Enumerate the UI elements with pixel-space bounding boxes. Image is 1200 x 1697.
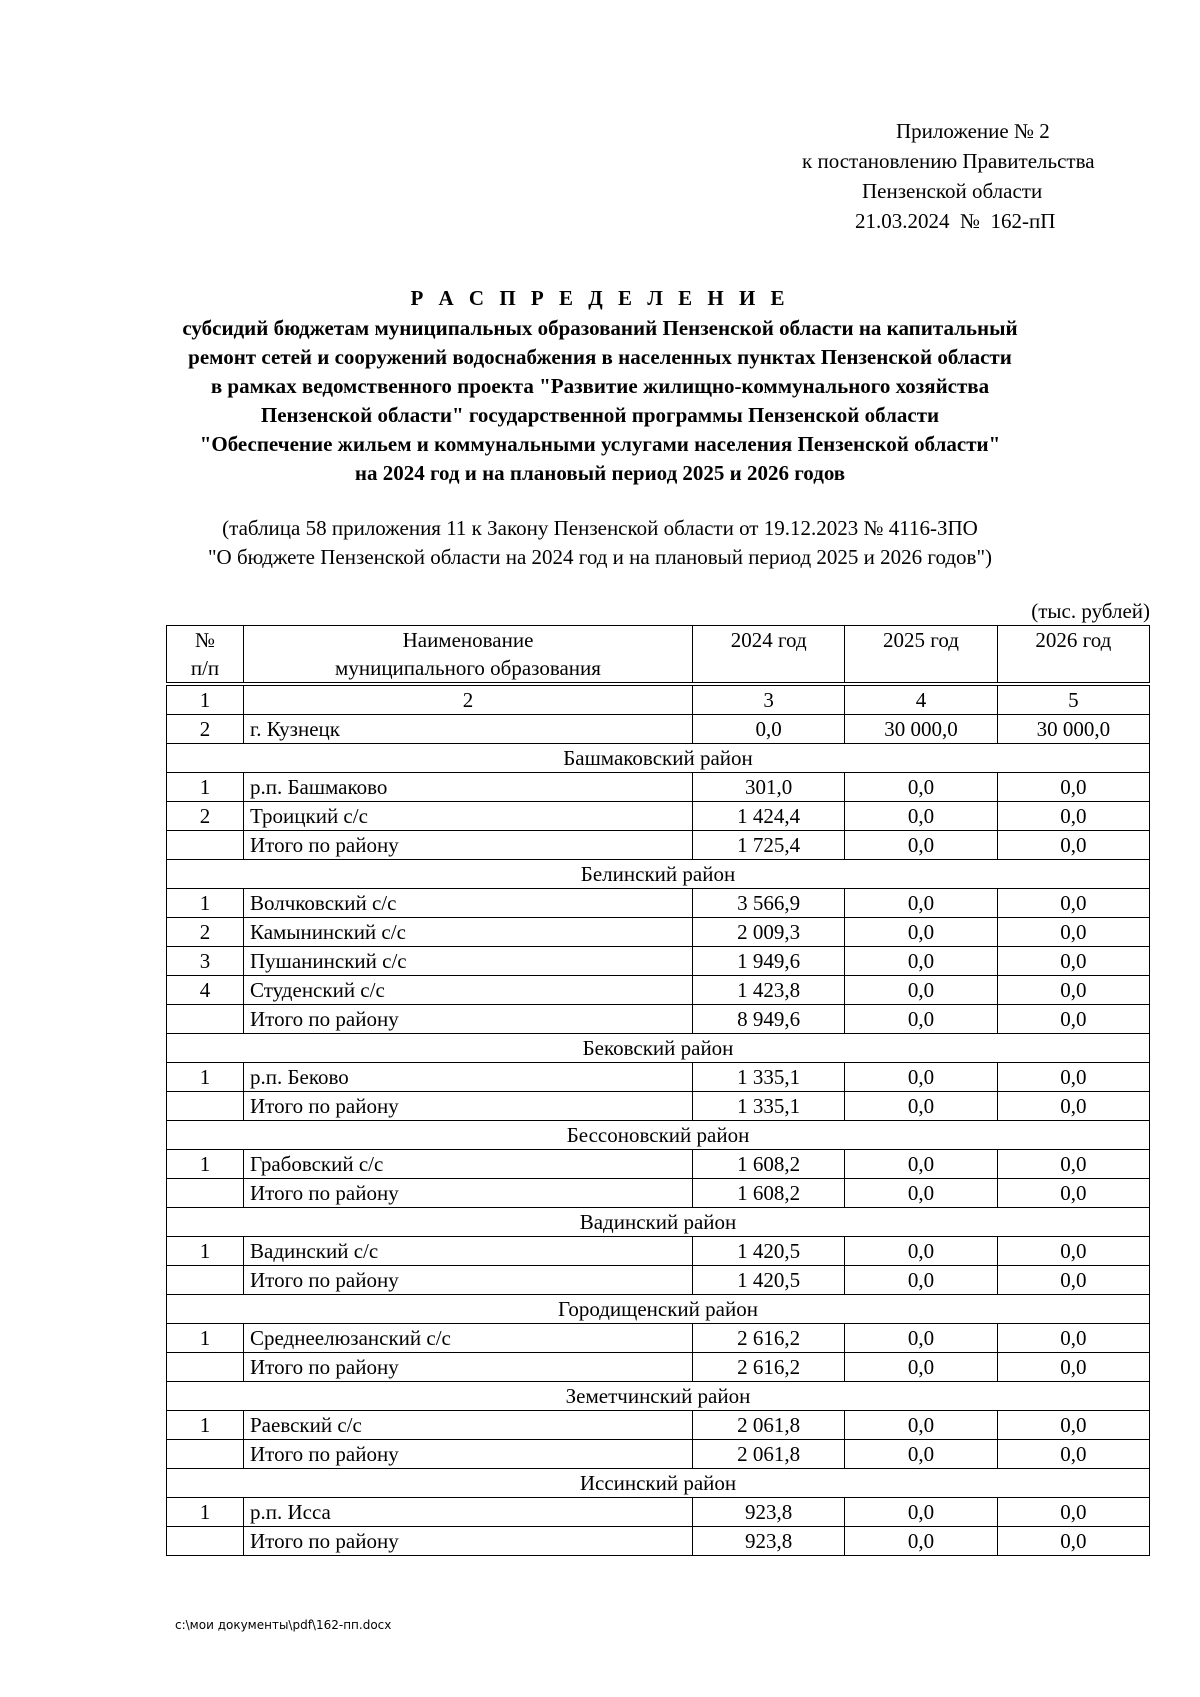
column-number-row <box>167 686 1150 715</box>
subtotal-row <box>167 1440 1150 1469</box>
row-name: Вадинский с/с <box>244 1237 693 1266</box>
row-value-2025: 0,0 <box>845 918 997 947</box>
row-value-2025: 0,0 <box>845 1440 997 1469</box>
table-row <box>167 1150 1150 1179</box>
row-value-2024: 1 423,8 <box>693 976 845 1005</box>
title-line: Пензенской области" государственной программы Пензенской области <box>260 403 940 427</box>
row-value-2026: 0,0 <box>997 889 1149 918</box>
colnum-cell: 4 <box>845 686 997 715</box>
row-value-2024: 1 608,2 <box>693 1150 845 1179</box>
row-num: 2 <box>167 715 244 744</box>
row-num: 3 <box>167 947 244 976</box>
region-header-row <box>167 744 1150 773</box>
row-value-2025: 0,0 <box>845 1063 997 1092</box>
region-name: Земетчинский район <box>167 1382 1150 1411</box>
row-num: 2 <box>167 918 244 947</box>
row-num <box>167 1005 244 1034</box>
row-value-2024: 2 009,3 <box>693 918 845 947</box>
subtotal-row <box>167 1266 1150 1295</box>
subtotal-row <box>167 1005 1150 1034</box>
header-num-line-2: п/п <box>190 656 220 680</box>
header-name-line-2: муниципального образования <box>335 656 601 680</box>
row-value-2024: 1 949,6 <box>693 947 845 976</box>
header-num-line-1: № <box>194 628 216 652</box>
row-value-2026: 0,0 <box>997 1440 1149 1469</box>
colnum-cell: 5 <box>997 686 1149 715</box>
file-path-footer: c:\мои документы\pdf\162-пп.docx <box>175 1618 392 1632</box>
row-value-2026: 0,0 <box>997 1005 1149 1034</box>
subtotal-row <box>167 831 1150 860</box>
row-num <box>167 1440 244 1469</box>
row-value-2024: 1 420,5 <box>693 1266 845 1295</box>
row-value-2024: 2 616,2 <box>693 1324 845 1353</box>
table-row <box>167 1237 1150 1266</box>
region-name: Бессоновский район <box>167 1121 1150 1150</box>
region-header-row <box>167 1382 1150 1411</box>
row-name: Итого по району <box>244 1179 693 1208</box>
row-value-2024: 1 420,5 <box>693 1237 845 1266</box>
row-value-2025: 0,0 <box>845 947 997 976</box>
region-name: Вадинский район <box>167 1208 1150 1237</box>
source-line-1: (таблица 58 приложения 11 к Закону Пензенской области от 19.12.2023 № 4116-ЗПО <box>222 516 978 540</box>
row-value-2025: 0,0 <box>845 1411 997 1440</box>
row-value-2024: 3 566,9 <box>693 889 845 918</box>
title-line: субсидий бюджетам муниципальных образований Пензенской области на капитальный <box>182 316 1018 340</box>
table-row <box>167 1324 1150 1353</box>
row-value-2026: 0,0 <box>997 1324 1149 1353</box>
row-value-2026: 0,0 <box>997 947 1149 976</box>
title-line: на 2024 год и на плановый период 2025 и 2026 годов <box>354 461 846 485</box>
row-value-2025: 0,0 <box>845 1092 997 1121</box>
row-value-2026: 30 000,0 <box>997 715 1149 744</box>
table-row <box>167 802 1150 831</box>
row-value-2026: 0,0 <box>997 1179 1149 1208</box>
row-value-2024: 1 335,1 <box>693 1063 845 1092</box>
row-name: Волчковский с/с <box>244 889 693 918</box>
row-name: Итого по району <box>244 1527 693 1556</box>
row-value-2024: 1 424,4 <box>693 802 845 831</box>
row-name: Студенский с/с <box>244 976 693 1005</box>
row-value-2025: 0,0 <box>845 1498 997 1527</box>
row-name: Камынинский с/с <box>244 918 693 947</box>
header-num <box>167 626 244 683</box>
row-value-2026: 0,0 <box>997 1266 1149 1295</box>
header-2026: 2026 год <box>997 626 1149 683</box>
table-header-row <box>167 626 1150 683</box>
colnum-cell: 1 <box>167 686 244 715</box>
region-name: Городищенский район <box>167 1295 1150 1324</box>
region-name: Башмаковский район <box>167 744 1150 773</box>
row-value-2026: 0,0 <box>997 831 1149 860</box>
appendix-line-1: Приложение № 2 <box>896 119 1050 143</box>
row-name: р.п. Беково <box>244 1063 693 1092</box>
row-num: 1 <box>167 1150 244 1179</box>
row-value-2025: 0,0 <box>845 831 997 860</box>
table-row <box>167 889 1150 918</box>
row-value-2025: 0,0 <box>845 802 997 831</box>
table-row <box>167 715 1150 744</box>
row-name: Раевский с/с <box>244 1411 693 1440</box>
row-value-2026: 0,0 <box>997 1150 1149 1179</box>
region-name: Белинский район <box>167 860 1150 889</box>
row-num <box>167 1353 244 1382</box>
row-value-2026: 0,0 <box>997 802 1149 831</box>
region-header-row <box>167 1208 1150 1237</box>
row-name: р.п. Башмаково <box>244 773 693 802</box>
row-value-2024: 923,8 <box>693 1498 845 1527</box>
row-num <box>167 1092 244 1121</box>
region-name: Иссинский район <box>167 1469 1150 1498</box>
units-label: (тыс. рублей) <box>1031 599 1150 623</box>
row-name: Итого по району <box>244 1092 693 1121</box>
title-line: в рамках ведомственного проекта "Развитие жилищно-коммунального хозяйства <box>210 374 990 398</box>
row-value-2026: 0,0 <box>997 1353 1149 1382</box>
appendix-line-2: к постановлению Правительства <box>802 149 1095 173</box>
region-header-row <box>167 1034 1150 1063</box>
row-num <box>167 1527 244 1556</box>
row-num: 4 <box>167 976 244 1005</box>
row-value-2025: 0,0 <box>845 976 997 1005</box>
row-value-2025: 0,0 <box>845 889 997 918</box>
region-header-row <box>167 1295 1150 1324</box>
row-value-2025: 0,0 <box>845 1527 997 1556</box>
row-value-2025: 0,0 <box>845 1179 997 1208</box>
region-header-row <box>167 1121 1150 1150</box>
row-name: Итого по району <box>244 1440 693 1469</box>
appendix-line-3: Пензенской области <box>862 179 1043 203</box>
row-name: Грабовский с/с <box>244 1150 693 1179</box>
row-value-2025: 0,0 <box>845 1150 997 1179</box>
distribution-table <box>166 625 1150 1556</box>
row-value-2024: 8 949,6 <box>693 1005 845 1034</box>
subtotal-row <box>167 1527 1150 1556</box>
row-name: Итого по району <box>244 1005 693 1034</box>
table-body <box>167 683 1150 1556</box>
row-num <box>167 1179 244 1208</box>
colnum-cell: 3 <box>693 686 845 715</box>
row-value-2024: 0,0 <box>693 715 845 744</box>
row-value-2024: 1 608,2 <box>693 1179 845 1208</box>
row-name: р.п. Исса <box>244 1498 693 1527</box>
row-value-2025: 0,0 <box>845 1237 997 1266</box>
row-value-2026: 0,0 <box>997 773 1149 802</box>
row-value-2026: 0,0 <box>997 1092 1149 1121</box>
row-num <box>167 1266 244 1295</box>
subtotal-row <box>167 1179 1150 1208</box>
row-value-2024: 923,8 <box>693 1527 845 1556</box>
row-value-2024: 1 335,1 <box>693 1092 845 1121</box>
row-num: 1 <box>167 1411 244 1440</box>
title-line: "Обеспечение жильем и коммунальными услугами населения Пензенской области" <box>199 432 1001 456</box>
row-value-2026: 0,0 <box>997 976 1149 1005</box>
row-value-2024: 1 725,4 <box>693 831 845 860</box>
row-value-2025: 0,0 <box>845 1353 997 1382</box>
region-header-row <box>167 1469 1150 1498</box>
row-name: Итого по району <box>244 1353 693 1382</box>
appendix-block <box>700 116 1200 236</box>
header-2025: 2025 год <box>845 626 997 683</box>
row-value-2026: 0,0 <box>997 1498 1149 1527</box>
table-row <box>167 1411 1150 1440</box>
row-value-2024: 2 061,8 <box>693 1440 845 1469</box>
colnum-cell: 2 <box>244 686 693 715</box>
table-row <box>167 947 1150 976</box>
row-num: 1 <box>167 1498 244 1527</box>
row-num: 1 <box>167 889 244 918</box>
table-row <box>167 773 1150 802</box>
row-name: Троицкий с/с <box>244 802 693 831</box>
header-2024: 2024 год <box>693 626 845 683</box>
row-num <box>167 831 244 860</box>
source-reference <box>140 514 1060 572</box>
row-num: 2 <box>167 802 244 831</box>
header-name <box>244 626 693 683</box>
table-row <box>167 1063 1150 1092</box>
appendix-line-4: 21.03.2024 № 162-пП <box>855 209 1056 233</box>
row-value-2026: 0,0 <box>997 1527 1149 1556</box>
subtotal-row <box>167 1353 1150 1382</box>
title-line: ремонт сетей и сооружений водоснабжения в населенных пунктах Пензенской области <box>188 345 1012 369</box>
row-value-2026: 0,0 <box>997 918 1149 947</box>
region-header-row <box>167 860 1150 889</box>
row-value-2026: 0,0 <box>997 1237 1149 1266</box>
row-value-2025: 30 000,0 <box>845 715 997 744</box>
row-num: 1 <box>167 773 244 802</box>
subtotal-row <box>167 1092 1150 1121</box>
table-row <box>167 918 1150 947</box>
row-value-2025: 0,0 <box>845 773 997 802</box>
document-title <box>140 284 1060 488</box>
table-row <box>167 976 1150 1005</box>
row-value-2024: 301,0 <box>693 773 845 802</box>
row-value-2026: 0,0 <box>997 1411 1149 1440</box>
row-name: Пушанинский с/с <box>244 947 693 976</box>
title-heading: Р А С П Р Е Д Е Л Е Н И Е <box>410 286 790 310</box>
table-row <box>167 1498 1150 1527</box>
row-value-2025: 0,0 <box>845 1266 997 1295</box>
row-name: Среднеелюзанский с/с <box>244 1324 693 1353</box>
row-num: 1 <box>167 1324 244 1353</box>
row-value-2024: 2 061,8 <box>693 1411 845 1440</box>
header-name-line-1: Наименование <box>402 628 534 652</box>
row-value-2024: 2 616,2 <box>693 1353 845 1382</box>
row-value-2025: 0,0 <box>845 1005 997 1034</box>
row-name: г. Кузнецк <box>244 715 693 744</box>
row-name: Итого по району <box>244 831 693 860</box>
row-num: 1 <box>167 1063 244 1092</box>
source-line-2: "О бюджете Пензенской области на 2024 год и на плановый период 2025 и 2026 годов") <box>207 545 993 569</box>
row-value-2025: 0,0 <box>845 1324 997 1353</box>
row-value-2026: 0,0 <box>997 1063 1149 1092</box>
row-name: Итого по району <box>244 1266 693 1295</box>
row-num: 1 <box>167 1237 244 1266</box>
region-name: Бековский район <box>167 1034 1150 1063</box>
